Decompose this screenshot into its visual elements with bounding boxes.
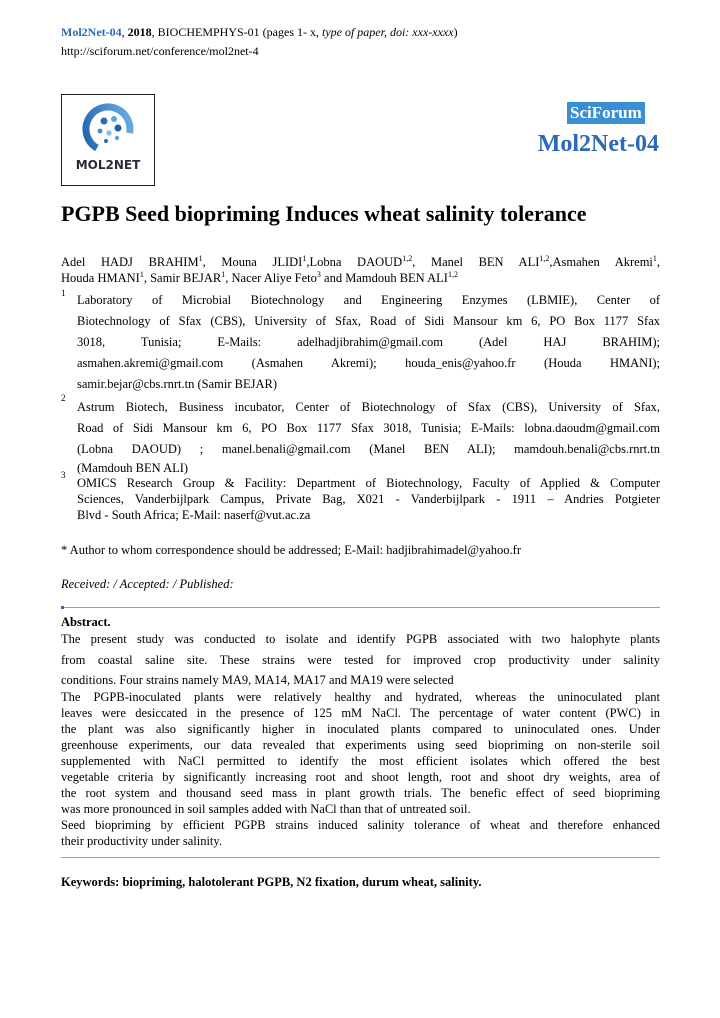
affiliation-1-line: Laboratory of Microbial Biotechnology and Engineering Enzymes (LBMIE), Center of: [77, 293, 660, 307]
author-text: ,: [656, 255, 661, 269]
journal-name: Mol2Net-04: [61, 25, 122, 39]
author-text: , Samir BEJAR: [143, 271, 222, 285]
abstract-line: leaves were desiccated in the presence of 125 mM NaCl. The percentage of water content (PWC) in: [61, 706, 660, 720]
sciforum-badge: SciForum: [567, 102, 645, 124]
divider-bottom: [61, 857, 660, 858]
mol2net-logo-icon: [62, 95, 154, 185]
abstract-line: The present study was conducted to isolate and identify PGPB associated with two halophyte plants: [61, 632, 660, 646]
affiliation-number-1: 1: [61, 288, 66, 298]
abstract-line: from coastal saline site. These strains were tested for improved crop productivity under salinity: [61, 653, 660, 667]
divider-top-marker: [61, 606, 64, 609]
author-text: ,Lobna DAOUD: [306, 255, 403, 269]
affiliation-3-line: Sciences, Vanderbijlpark Campus, Private Bag, X021 - Vanderbijlpark - 1911 – Andries Potgieter: [77, 492, 660, 506]
abstract-heading: Abstract.: [61, 615, 111, 629]
conference-url[interactable]: http://sciforum.net/conference/mol2net-4: [61, 44, 259, 58]
conference-name: Mol2Net-04: [537, 131, 659, 157]
affiliation-2-line: Astrum Biotech, Business incubator, Center of Biotechnology of Sfax (CBS), University of Sfax,: [77, 400, 660, 414]
abstract-line: the plant was also significantly higher in inoculated plants compared to uninoculated ones. Under: [61, 722, 660, 736]
author-text: , Nacer Aliye Feto: [225, 271, 317, 285]
affiliation-2-line: (Mamdouh BEN ALI): [77, 461, 189, 475]
affiliation-1-line: asmahen.akremi@gmail.com (Asmahen Akremi); houda_enis@yahoo.fr (Houda HMANI);: [77, 356, 660, 370]
author-text: Houda HMANI: [61, 271, 140, 285]
abstract-line: the root system and thousand seed mass in plant growth trials. The benefic effect of seed biopriming: [61, 786, 660, 800]
header-code: , BIOCHEMPHYS-01 (pages 1- x,: [151, 25, 322, 39]
authors-line-1: [61, 254, 660, 270]
abstract-line: was more pronounced in soil samples added with NaCl than that of untreated soil.: [61, 802, 471, 816]
abstract-line: Seed biopriming by efficient PGPB strains induced salinity tolerance of wheat and therefore enhanced: [61, 818, 660, 832]
affiliation-number-3: 3: [61, 470, 66, 480]
affiliation-superscript: 1,2: [539, 253, 550, 263]
affiliation-1-line: 3018, Tunisia; E-Mails: adelhadjibrahim@gmail.com (Adel HAJ BRAHIM);: [77, 335, 660, 349]
affiliation-superscript: 1: [198, 253, 203, 263]
affiliation-3-line: OMICS Research Group & Facility: Department of Biotechnology, Faculty of Applied & Computer: [77, 476, 660, 490]
affiliation-superscript: 3: [316, 269, 321, 279]
abstract-line: supplemented with NaCl permitted to identify the most efficient isolates which offered the best: [61, 754, 660, 768]
running-header: Mol2Net-04, 2018, BIOCHEMPHYS-01 (pages 1- x, type of paper, doi: xxx-xxxx): [61, 25, 458, 39]
affiliation-superscript: 1,2: [402, 253, 413, 263]
logo-text: MOL2NET: [75, 158, 141, 172]
abstract-line: their productivity under salinity.: [61, 834, 222, 848]
mol2net-logo: [61, 94, 155, 186]
divider-top: [61, 607, 660, 608]
paper-title: PGPB Seed biopriming Induces wheat salinity tolerance: [61, 201, 587, 226]
abstract-line: The PGPB-inoculated plants were relatively healthy and hydrated, whereas the uninoculated plant: [61, 690, 660, 704]
affiliation-3-line: Blvd - South Africa; E-Mail: naserf@vut.ac.za: [77, 508, 311, 522]
header-paper-type: type of paper, doi: xxx-xxxx: [321, 25, 454, 39]
affiliation-1-line: Biotechnology of Sfax (CBS), University of Sfax, Road of Sidi Mansour km 6, PO Box 1177 Sfax: [77, 314, 660, 328]
affiliation-number-2: 2: [61, 393, 66, 403]
journal-year: 2018: [127, 25, 152, 39]
abstract-line: conditions. Four strains namely MA9, MA14, MA17 and MA19 were selected: [61, 673, 454, 687]
author-text: ,Asmahen Akremi: [549, 255, 653, 269]
author-text: , Manel BEN ALI: [412, 255, 540, 269]
author-text: , Mouna JLIDI: [202, 255, 303, 269]
author-text: and Mamdouh BEN ALI: [320, 271, 448, 285]
keywords: Keywords: biopriming, halotolerant PGPB, N2 fixation, durum wheat, salinity.: [61, 875, 482, 889]
affiliation-superscript: 1: [652, 253, 657, 263]
correspondence-note: * Author to whom correspondence should be addressed; E-Mail: hadjibrahimadel@yahoo.fr: [61, 543, 522, 557]
abstract-line: vegetable criteria by significantly increasing root and shoot length, root and shoot dry weights, area of: [61, 770, 660, 784]
authors-line-2: [61, 270, 660, 286]
publication-dates: Received: / Accepted: / Published:: [61, 577, 234, 591]
affiliation-2-line: (Lobna DAOUD) ; manel.benali@gmail.com (Manel BEN ALI); mamdouh.benali@cbs.rnrt.tn: [77, 442, 660, 456]
affiliation-superscript: 1: [302, 253, 307, 263]
affiliation-1-line: samir.bejar@cbs.rnrt.tn (Samir BEJAR): [77, 377, 278, 391]
author-text: Adel HADJ BRAHIM: [61, 255, 199, 269]
affiliation-superscript: 1: [139, 269, 144, 279]
affiliation-superscript: 1,2: [447, 269, 458, 279]
abstract-line: greenhouse experiments, our data revealed that experiments using seed biopriming on non-sterile soil: [61, 738, 660, 752]
header-close: ): [453, 25, 458, 39]
affiliation-superscript: 1: [221, 269, 226, 279]
affiliation-2-line: Road of Sidi Mansour km 6, PO Box 1177 Sfax 3018, Tunisia; E-Mails: lobna.daoudm@gmail.com: [77, 421, 660, 435]
